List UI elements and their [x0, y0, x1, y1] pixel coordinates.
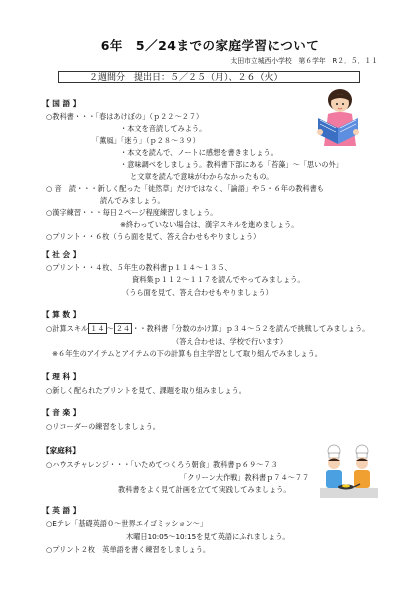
sansu-line: （答え合わせは、学校で行います）: [172, 337, 288, 346]
shakai-line: （うら面を見て、答え合わせもやりましょう）: [122, 288, 273, 297]
kokugo-line: ・意味調べをしましょう。教科書下部にある「苔藻」〜「思いの外」: [120, 160, 343, 169]
katei-line: 教科書をよく見て計画を立てて実践してみましょう。: [118, 485, 291, 494]
kokugo-line: ○ 音 読・・・新しく配った「徒然草」だけではなく、「論語」や５・６年の教科書も: [46, 184, 324, 193]
chefs-cooking-icon: [318, 444, 380, 500]
ongaku-line: ○リコーダーの練習をしましょう。: [46, 422, 160, 431]
section-head-kokugo: 【 国 語 】: [42, 99, 81, 108]
section-head-shakai: 【 社 会 】: [42, 250, 81, 259]
section-head-sansu: 【 算 数 】: [42, 310, 81, 319]
sansu-text: ○計算スキル: [46, 324, 89, 333]
sansu-line: ※６年生のアイテムとアイテムの下の計算も自主学習として取り組んでみましょう。: [52, 349, 322, 358]
sansu-line-1: [46, 325, 369, 332]
eigo-line: ○プリント２枚 英単語を書く練習をしましょう。: [46, 545, 211, 554]
kokugo-line: 読んでみましょう。: [100, 196, 165, 205]
kokugo-line: 「薫風」「迷う」（ｐ２８〜３９）: [92, 136, 200, 145]
section-head-rika: 【 理 科 】: [42, 372, 81, 381]
kokugo-line: ※終わっていない場合は、漢字スキルを進めましょう。: [120, 220, 299, 229]
sansu-text: ・・教科書「分数のかけ算」ｐ３４〜５２を読んで挑戦してみましょう。: [132, 324, 370, 333]
kokugo-line: ・本文を読んで、ノートに感想を書きましょう。: [120, 148, 278, 157]
skill-end-box: ２４: [115, 324, 131, 333]
eigo-line: 木曜日10:05〜10:15を見て英語にふれましょう。: [126, 532, 290, 541]
section-head-ongaku: 【 音 楽 】: [42, 408, 81, 417]
page-title: 6年 5／24までの家庭学習について: [100, 38, 320, 53]
kokugo-line: と文章を読んで意味がわからなかったもの。: [130, 172, 274, 181]
section-head-katei: 【家庭科】: [42, 446, 80, 455]
submission-period-box: ２週間分 提出日：５／２５（月）、２６（火）: [58, 71, 360, 83]
kokugo-line: ・本文を音読してみよう。: [120, 124, 207, 133]
skill-start-box: １４: [90, 324, 105, 333]
eigo-line: ○Eテレ「基礎英語０〜世界エイゴミッション〜」: [46, 519, 208, 528]
shakai-line: ○プリント・・４枚、５年生の教科書ｐ１１４〜１３５、: [46, 263, 232, 272]
kokugo-line: ○プリント・・６枚（うら面を見て、答え合わせもやりましょう）: [46, 232, 261, 241]
sansu-dash: 〜: [106, 324, 114, 333]
rika-line: ○新しく配られたプリントを見て、課題を取り組みましょう。: [46, 386, 246, 395]
girl-reading-icon: [306, 88, 366, 150]
kokugo-line: ○教科書・・・「春はあけぼの」（ｐ２２〜２７）: [46, 112, 204, 121]
shakai-line: 資料集ｐ１１２〜１１７を読んでやってみましょう。: [132, 275, 305, 284]
katei-line: 「クリーン大作戦」教科書ｐ７４〜７７: [180, 473, 310, 482]
school-info: 太田市立城西小学校 第６学年 R２．５．１１: [230, 57, 378, 65]
kokugo-line: ○漢字練習・・・毎日２ページ程度練習しましょう。: [46, 208, 218, 217]
katei-line: ○ハウスチャレンジ・・・「いためてつくろう朝食」教科書ｐ６９〜７３: [46, 460, 278, 469]
section-head-eigo: 【 英 語 】: [42, 506, 81, 515]
